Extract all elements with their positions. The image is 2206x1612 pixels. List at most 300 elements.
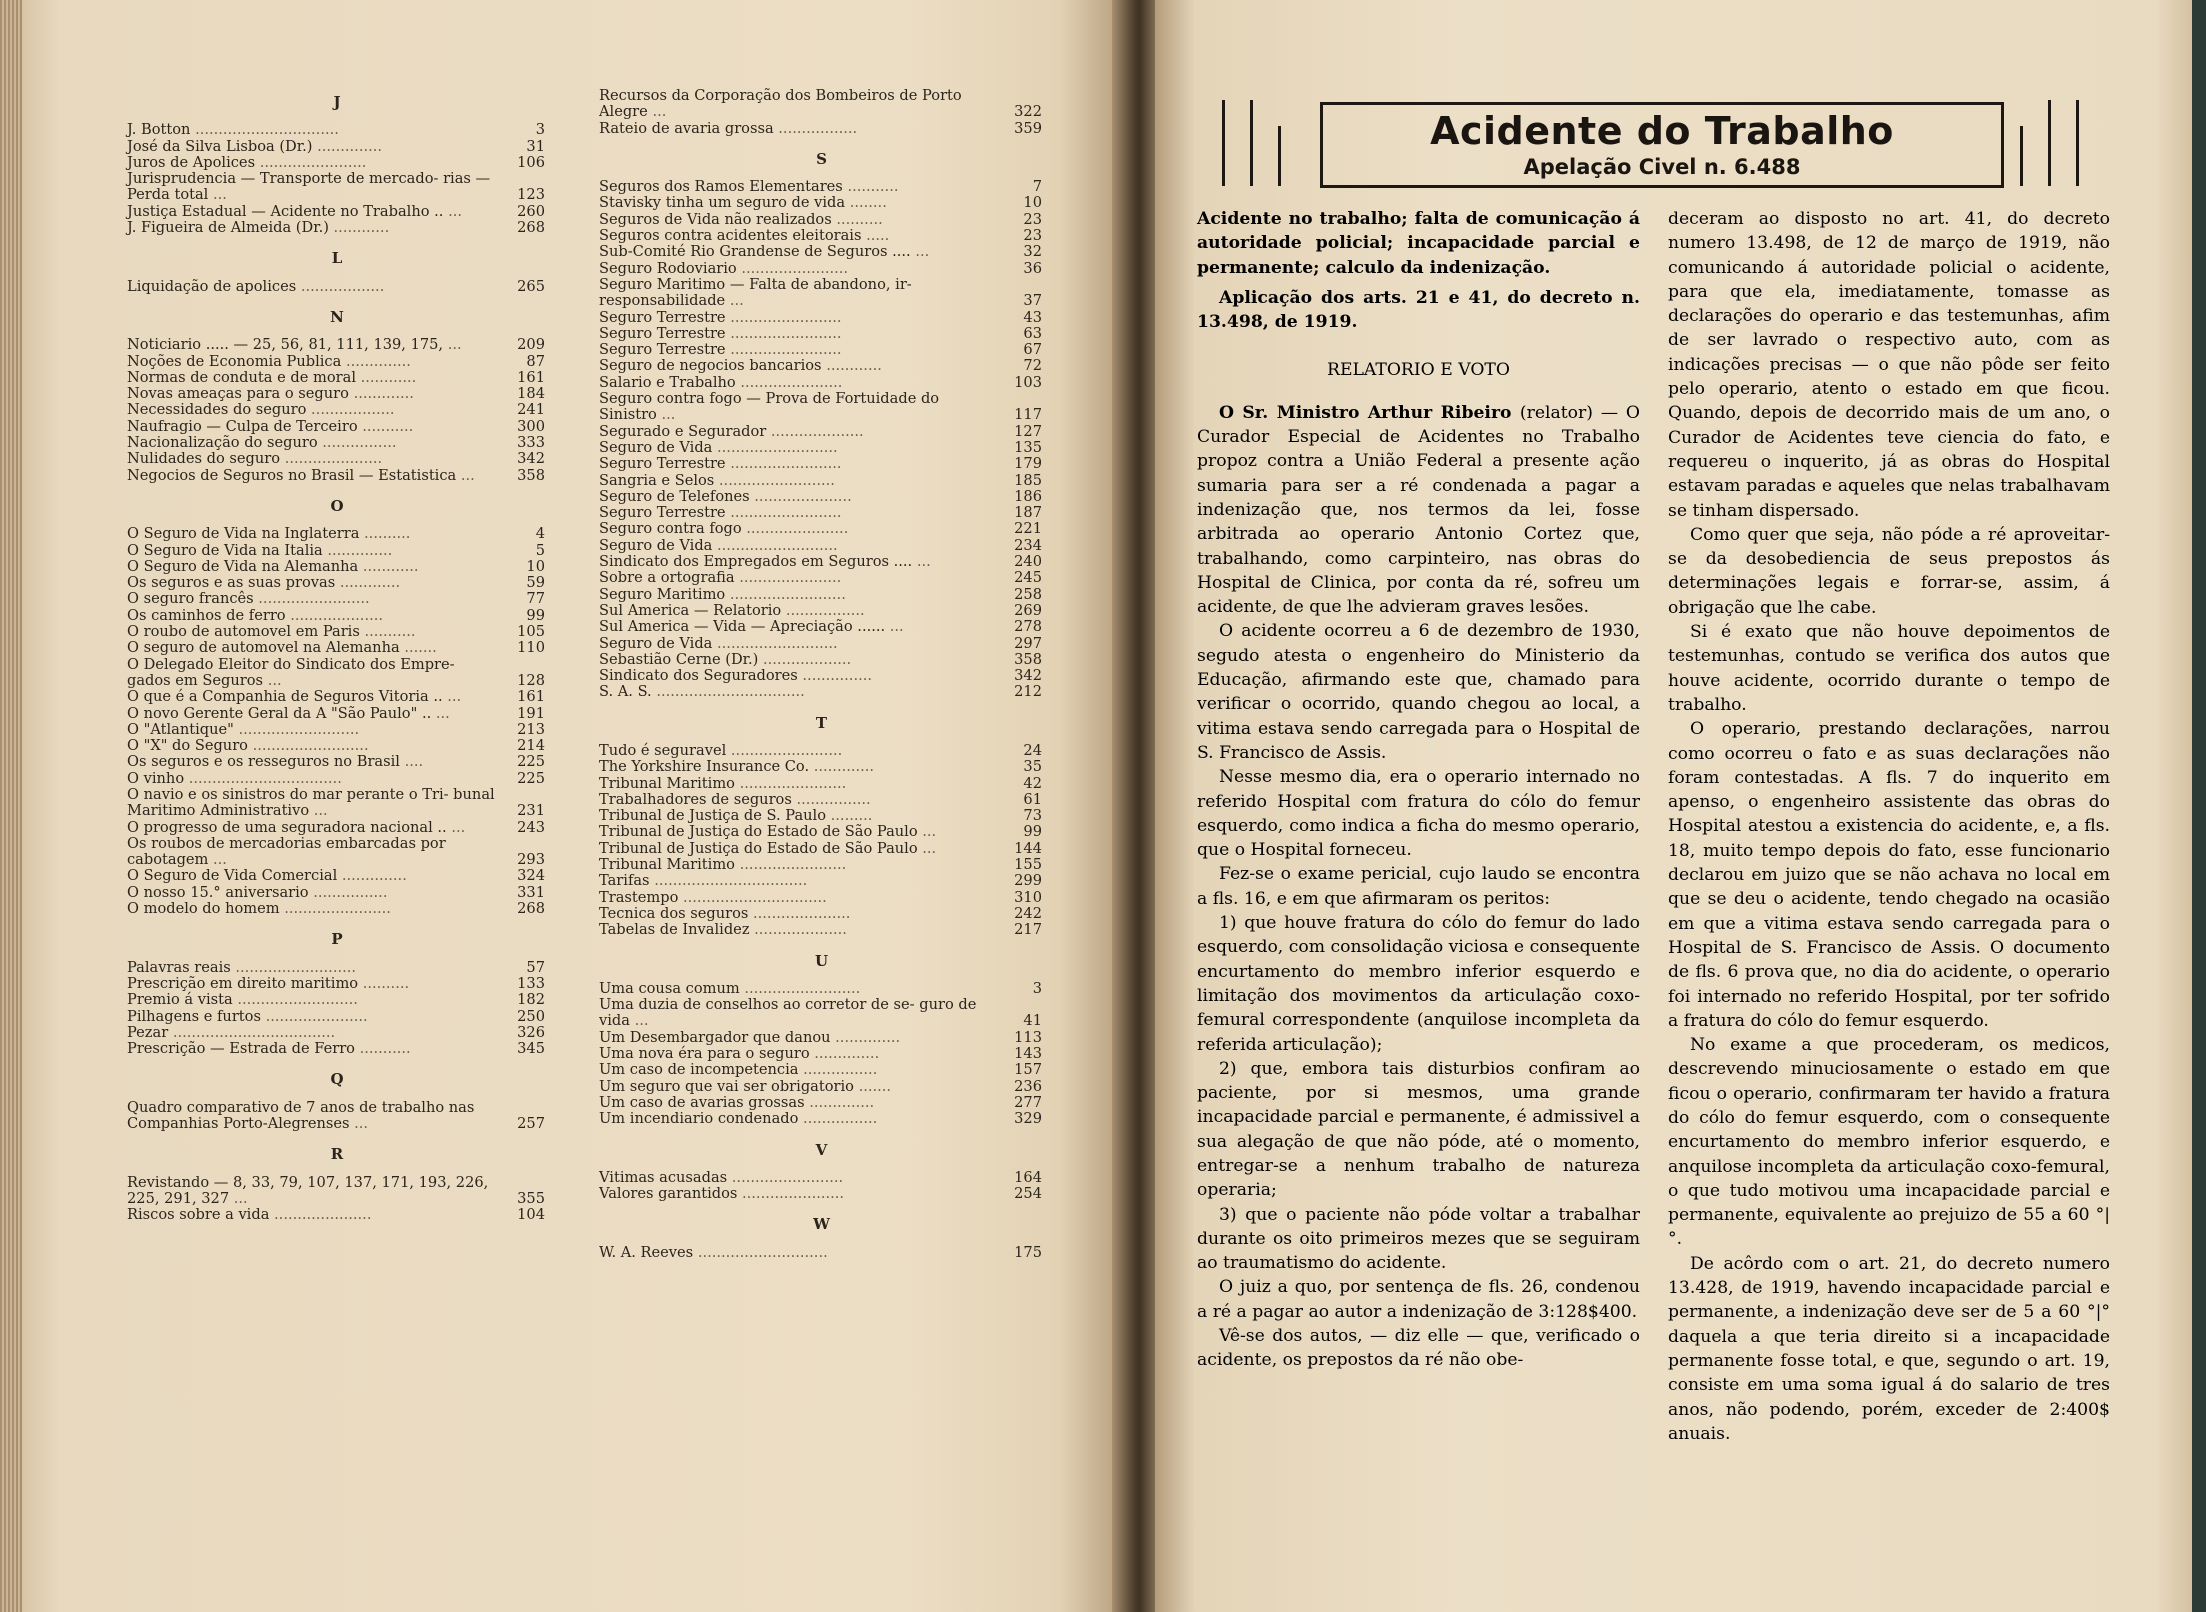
index-page-number: 300 xyxy=(517,417,545,435)
index-leader-dots: ........................ xyxy=(731,1168,844,1186)
index-leader-dots: ................ xyxy=(803,1061,878,1079)
index-leader-dots: ...................... xyxy=(739,569,842,587)
index-column-right xyxy=(599,88,1044,1261)
index-entry xyxy=(599,890,1044,906)
index-page-number: 331 xyxy=(517,883,545,901)
index-entry-title: Os seguros e as suas provas xyxy=(127,574,340,592)
index-leader-dots: ....................... xyxy=(739,856,847,874)
index-entry-title: Valores garantidos xyxy=(599,1185,743,1203)
article-header xyxy=(1222,100,2100,188)
index-entry-title: Stavisky tinha um seguro de vida xyxy=(599,194,850,212)
index-entry xyxy=(127,1041,547,1057)
index-leader-dots: .......................... xyxy=(238,720,360,738)
index-entry-title: Seguros dos Ramos Elementares xyxy=(599,178,848,196)
article-summary-law: Aplicação dos arts. 21 e 41, do decreto n. 13.498, de 1919. xyxy=(1197,287,1640,333)
index-entry-title: W. A. Reeves xyxy=(599,1243,698,1261)
index-leader-dots: ........................ xyxy=(730,341,842,359)
index-page-number: 324 xyxy=(517,867,545,885)
index-leader-dots: .............. xyxy=(341,867,407,885)
index-entry-title: Seguro Maritimo — Falta de abandono, ir- responsabilidade xyxy=(599,275,912,310)
article-paragraph: deceram ao disposto no art. 41, do decreto numero 13.498, de 12 de março de 1919, não comunicando á autoridade policial o acidente, para que ela, imediatamente, tomasse as declarações do operario e das testemunhas, afim de ser lavrado o respectivo auto, com as indicações precisas — o que não pôde ser feito pelo operario, atento o estado em que ficou. Quando, depois de decorrido mais de um ano, o Curador de Acidentes teve ciencia do fato, e requereu o inquerito, já as obras do Hospital estavam paradas e aqueles que nelas trabalhavam se tinham dispersado. xyxy=(1668,209,2110,521)
index-leader-dots: ............................... xyxy=(683,888,827,906)
index-entry xyxy=(599,1111,1044,1127)
index-page-number: 157 xyxy=(1014,1061,1042,1079)
index-entry xyxy=(599,179,1044,195)
index-entry-title: Necessidades do seguro xyxy=(127,401,312,419)
index-leader-dots: ......... xyxy=(830,807,873,825)
index-page-number: 43 xyxy=(1023,308,1042,326)
index-page-number: 326 xyxy=(517,1023,545,1041)
index-entry xyxy=(599,906,1044,922)
index-leader-dots: ...................... xyxy=(746,520,849,538)
index-leader-dots: .... xyxy=(404,753,424,771)
index-leader-dots: ... xyxy=(233,1189,248,1207)
index-entry xyxy=(127,1207,547,1223)
index-entry-title: Vitimas acusadas xyxy=(599,1168,732,1186)
index-page-number: 7 xyxy=(1032,178,1042,196)
index-entry xyxy=(599,489,1044,505)
index-entry xyxy=(599,922,1044,938)
index-entry-title: Pilhagens e furtos xyxy=(127,1007,266,1025)
index-page-number: 242 xyxy=(1014,904,1042,922)
index-entry xyxy=(127,657,547,690)
index-entry-title: Negocios de Seguros no Brasil — Estatistica xyxy=(127,466,461,484)
index-entry xyxy=(127,543,547,559)
index-page-number: 67 xyxy=(1023,341,1042,359)
index-leader-dots: .............. xyxy=(809,1093,875,1111)
index-page-number: 358 xyxy=(1014,650,1042,668)
index-entry-title: Tarifas xyxy=(599,872,655,890)
index-entry xyxy=(599,1079,1044,1095)
index-page-number: 3 xyxy=(535,121,545,139)
index-entry-title: Um caso de incompetencia xyxy=(599,1061,804,1079)
index-page-number: 234 xyxy=(1014,536,1042,554)
index-leader-dots: ... xyxy=(212,186,227,204)
index-entry-title: Tribunal de Justiça de S. Paulo xyxy=(599,807,831,825)
index-entry xyxy=(599,1095,1044,1111)
title-box xyxy=(1320,102,2004,188)
index-entry xyxy=(599,652,1044,668)
index-leader-dots: ............................... xyxy=(195,121,339,139)
index-entry-title: Tribunal Maritimo xyxy=(599,856,740,874)
index-page-number: 24 xyxy=(1023,741,1042,759)
index-entry xyxy=(599,326,1044,342)
index-letter-heading: N xyxy=(330,307,344,326)
index-entry-title: Sub-Comité Rio Grandense de Seguros .... xyxy=(599,243,916,261)
index-page-number: 265 xyxy=(517,277,545,295)
index-leader-dots: ............. xyxy=(339,574,401,592)
index-letter-heading: L xyxy=(331,249,343,268)
index-entry-title: Seguro contra fogo — Prova de Fortuidade do Sinistro xyxy=(599,390,940,424)
index-entry-title: Novas ameaças para o seguro xyxy=(127,385,354,403)
article-paragraph: Nesse mesmo dia, era o operario internado no referido Hospital com fratura do cólo do femur esquerdo, como indica a ficha do mesmo operario, que o Hospital forneceu. xyxy=(1197,767,1640,861)
index-leader-dots: ............ xyxy=(826,357,882,375)
index-entry-title: Uma cousa comum xyxy=(599,979,745,997)
index-entry xyxy=(599,375,1044,391)
article-paragraph: Como quer que seja, não póde a ré aproveitar-se da desobediencia de seus prepostos ás determinações legais e forrar-se, assim, á obrigação que lhe cabe. xyxy=(1668,524,2110,618)
article-subtitle: Apelação Civel n. 6.488 xyxy=(1523,155,1801,179)
index-page-number: 10 xyxy=(1023,194,1042,212)
index-entry-title: Quadro comparativo de 7 anos de trabalho nas Companhias Porto-Alegrenses xyxy=(127,1098,475,1133)
index-page-number: 23 xyxy=(1023,210,1042,228)
index-entry xyxy=(599,473,1044,489)
index-entry xyxy=(599,212,1044,228)
index-page-number: 243 xyxy=(517,818,545,836)
index-entry-title: Riscos sobre a vida xyxy=(127,1206,275,1224)
index-leader-dots: ... xyxy=(916,553,931,571)
index-entry-title: Trabalhadores de seguros xyxy=(599,790,797,808)
index-page-number: 37 xyxy=(1023,292,1042,310)
index-entry xyxy=(599,570,1044,586)
index-entry xyxy=(127,771,547,787)
index-page-number: 241 xyxy=(517,401,545,419)
index-entry-title: Tribunal de Justiça do Estado de São Paulo xyxy=(599,839,923,857)
index-entry-title: J. Botton xyxy=(127,121,196,139)
index-page-number: 257 xyxy=(517,1115,545,1133)
index-page-number: 358 xyxy=(517,466,545,484)
index-leader-dots: ... xyxy=(448,202,462,220)
article-paragraph: De acôrdo com o art. 21, do decreto numero 13.428, de 1919, havendo incapacidade parcial e permanente, a indenização deve ser de 5 a 60 °|° daquela a que teria direito si a incapacidade permanente fosse total, e que, segundo o art. 19, consiste em uma soma igual á do salario de tres anos, não podendo, porém, exceder de 2:400$ anuais. xyxy=(1668,1253,2110,1444)
article-column-2 xyxy=(1668,207,2110,1446)
index-leader-dots: ........... xyxy=(362,417,414,435)
index-entry xyxy=(127,435,547,451)
index-entry xyxy=(127,1009,547,1025)
index-entry xyxy=(599,244,1044,260)
index-entry-title: Sindicato dos Empregados em Seguros .... xyxy=(599,553,917,571)
index-entry-title: Trastempo xyxy=(599,888,684,906)
index-entry xyxy=(599,808,1044,824)
index-page-number: 72 xyxy=(1023,357,1042,375)
index-leader-dots: ... xyxy=(652,103,667,121)
index-entry-title: J. Figueira de Almeida (Dr.) xyxy=(127,219,334,237)
index-leader-dots: ....................... xyxy=(739,774,847,792)
index-letter-heading: O xyxy=(330,496,344,515)
index-page-number: 217 xyxy=(1014,921,1042,939)
header-rule xyxy=(1250,100,1253,186)
index-page-number: 179 xyxy=(1014,455,1042,473)
index-entry-title: José da Silva Lisboa (Dr.) xyxy=(127,137,318,155)
index-leader-dots: ................ xyxy=(322,434,397,452)
index-entry xyxy=(599,981,1044,997)
index-entry-title: Normas de conduta e de moral xyxy=(127,368,361,386)
index-entry-title: O Seguro de Vida na Alemanha xyxy=(127,557,363,575)
index-leader-dots: ............ xyxy=(333,219,390,237)
index-entry xyxy=(127,640,547,656)
index-letter-heading: P xyxy=(331,930,343,949)
index-entry xyxy=(599,195,1044,211)
index-entry xyxy=(599,456,1044,472)
index-page-number: 103 xyxy=(1014,373,1042,391)
index-page-number: 342 xyxy=(517,450,545,468)
index-page-number: 63 xyxy=(1023,324,1042,342)
index-entry xyxy=(127,468,547,484)
index-entry-title: Seguros de Vida não realizados xyxy=(599,210,837,228)
index-entry-title: O navio e os sinistros do mar perante o Tri- bunal Maritimo Administrativo xyxy=(127,785,495,820)
index-page-number: 268 xyxy=(517,219,545,237)
index-leader-dots: .......... xyxy=(836,210,883,228)
article-paragraph: Fez-se o exame pericial, cujo laudo se encontra a fls. 16, e em que afirmaram os peritos: xyxy=(1197,864,1640,909)
index-letter-heading: S xyxy=(816,149,827,168)
index-page-number: 225 xyxy=(517,753,545,771)
index-page-number: 5 xyxy=(535,541,545,559)
index-entry-title: Sindicato dos Seguradores xyxy=(599,667,803,685)
speaker-name: O Sr. Ministro Arthur Ribeiro xyxy=(1219,402,1520,423)
index-page-number: 240 xyxy=(1014,553,1042,571)
index-page-number: 128 xyxy=(517,671,545,689)
index-entry xyxy=(599,587,1044,603)
index-page-number: 277 xyxy=(1014,1093,1042,1111)
index-leader-dots: .......................... xyxy=(237,991,358,1009)
index-page-number: 236 xyxy=(1014,1077,1042,1095)
index-leader-dots: ............. xyxy=(353,385,414,403)
index-page-number: 135 xyxy=(1014,438,1042,456)
index-leader-dots: ... xyxy=(922,823,937,841)
index-leader-dots: ................ xyxy=(796,790,871,808)
index-leader-dots: ........... xyxy=(847,178,899,196)
index-entry xyxy=(127,451,547,467)
index-leader-dots: ......................... xyxy=(718,471,835,489)
article-paragraph: 2) que, embora tais disturbios confiram ao paciente, por si mesmos, uma grande incapacidade parcial e permanente, é admissivel a sua alegação de que não póde, até o momento, entregar-se a nenhum trabalho de natureza operaria; xyxy=(1197,1058,1640,1201)
index-leader-dots: ..................... xyxy=(284,450,383,468)
index-entry-title: Sangria e Selos xyxy=(599,471,719,489)
index-entry xyxy=(127,337,547,353)
index-page-number: 209 xyxy=(517,336,545,354)
article-paragraph: O juiz a quo, por sentença de fls. 26, condenou a ré a pagar ao autor a indenização de 3:128$400. xyxy=(1197,1277,1640,1322)
index-entry xyxy=(127,386,547,402)
index-leader-dots: .................. xyxy=(300,277,385,295)
index-page-number: 333 xyxy=(517,434,545,452)
index-leader-dots: .............. xyxy=(814,1045,880,1063)
index-leader-dots: ... xyxy=(889,618,904,636)
index-entry xyxy=(599,1245,1044,1261)
index-page-number: 99 xyxy=(526,606,545,624)
index-leader-dots: ........................ xyxy=(730,504,842,522)
index-page-number: 260 xyxy=(517,202,545,220)
index-entry-title: O seguro francês xyxy=(127,590,259,608)
index-entry-title: Sul America — Relatorio xyxy=(599,601,786,619)
article-paragraph: No exame a que procederam, os medicos, descrevendo minuciosamente o estado em que ficou o operario, confirmaram ter havido a fratura do cólo do femur esquerdo, com o consequente encurtamento do membro inferior esquerdo, e anquilose incompleta da articulação coxo-femural, o que tudo motivou uma incapacidade parcial e permanente, equivalente ao prejuizo de 55 a 60 °|°. xyxy=(1668,1035,2110,1250)
index-entry xyxy=(599,841,1044,857)
index-entry xyxy=(599,636,1044,652)
index-page-number: 225 xyxy=(517,769,545,787)
index-entry xyxy=(599,538,1044,554)
index-page-number: 293 xyxy=(517,851,545,869)
index-entry-title: Recursos da Corporação dos Bombeiros de Porto Alegre xyxy=(599,87,962,121)
index-entry xyxy=(127,575,547,591)
index-entry xyxy=(599,391,1044,424)
index-entry xyxy=(127,139,547,155)
index-entry-title: O nosso 15.° aniversario xyxy=(127,883,314,901)
index-page-number: 113 xyxy=(1014,1028,1042,1046)
index-leader-dots: ........................ xyxy=(730,324,842,342)
index-entry xyxy=(599,684,1044,700)
index-leader-dots: ... xyxy=(729,292,744,310)
index-entry-title: Seguro de Vida xyxy=(599,438,718,456)
index-leader-dots: ....................... xyxy=(284,900,391,918)
index-entry-title: Um Desembargador que danou xyxy=(599,1028,836,1046)
index-entry xyxy=(127,220,547,236)
index-entry xyxy=(127,624,547,640)
index-page-number: 4 xyxy=(535,525,545,543)
index-entry xyxy=(599,1186,1044,1202)
index-leader-dots: .......................... xyxy=(717,536,838,554)
index-entry xyxy=(127,820,547,836)
index-entry xyxy=(127,402,547,418)
index-leader-dots: ............ xyxy=(360,368,417,386)
index-page-number: 133 xyxy=(517,974,545,992)
index-page-number: 182 xyxy=(517,991,545,1009)
index-entry-title: O "X" do Seguro xyxy=(127,737,253,755)
index-page-number: 143 xyxy=(1014,1045,1042,1063)
index-entry xyxy=(127,1175,547,1208)
index-entry-title: Tribunal de Justiça do Estado de São Paulo xyxy=(599,823,923,841)
index-page-number: 164 xyxy=(1014,1168,1042,1186)
index-leader-dots: .......................... xyxy=(717,634,838,652)
index-entry xyxy=(127,608,547,624)
index-leader-dots: ......................... xyxy=(744,979,861,997)
index-entry-title: Seguro de Vida xyxy=(599,536,718,554)
index-leader-dots: ........................ xyxy=(730,741,843,759)
index-entry xyxy=(599,88,1044,121)
index-page-number: 32 xyxy=(1023,243,1042,261)
index-entry xyxy=(599,554,1044,570)
index-leader-dots: ... xyxy=(915,243,930,261)
index-leader-dots: ..................... xyxy=(274,1206,372,1224)
index-entry xyxy=(599,1170,1044,1186)
index-column-left xyxy=(127,80,547,1224)
index-page-number: 35 xyxy=(1023,758,1042,776)
index-entry xyxy=(599,1046,1044,1062)
index-entry xyxy=(599,792,1044,808)
index-page-number: 23 xyxy=(1023,227,1042,245)
index-page-number: 31 xyxy=(526,137,545,155)
header-rule xyxy=(1278,126,1281,186)
index-entry-title: S. A. S. xyxy=(599,683,657,701)
index-page-number: 342 xyxy=(1014,667,1042,685)
index-entry xyxy=(599,776,1044,792)
index-entry xyxy=(127,706,547,722)
page-edges xyxy=(0,0,22,1612)
index-entry xyxy=(127,722,547,738)
index-letter-heading: Q xyxy=(330,1070,344,1089)
index-leader-dots: .......... xyxy=(364,525,411,543)
index-page-number: 213 xyxy=(517,720,545,738)
index-leader-dots: ................................... xyxy=(172,1023,336,1041)
index-page-number: 345 xyxy=(517,1040,545,1058)
index-leader-dots: ........................ xyxy=(730,308,842,326)
index-leader-dots: .............. xyxy=(835,1028,901,1046)
index-entry-title: Revistando — 8, 33, 79, 107, 137, 171, 193, 226, 225, 291, 327 xyxy=(127,1173,489,1207)
index-entry xyxy=(599,603,1044,619)
index-entry xyxy=(599,277,1044,310)
index-leader-dots: ............................ xyxy=(697,1243,828,1261)
index-entry-title: Tribunal Maritimo xyxy=(599,774,740,792)
index-entry xyxy=(127,155,547,171)
index-leader-dots: .............. xyxy=(327,541,393,559)
index-page-number: 87 xyxy=(526,352,545,370)
index-letter-heading: U xyxy=(814,951,829,970)
index-entry-title: Segurado e Segurador xyxy=(599,422,771,440)
index-entry xyxy=(127,960,547,976)
index-leader-dots: ....... xyxy=(858,1077,892,1095)
index-entry xyxy=(127,370,547,386)
index-leader-dots: .......................... xyxy=(717,438,838,456)
index-entry xyxy=(599,424,1044,440)
index-leader-dots: ......................... xyxy=(729,585,846,603)
index-leader-dots: ................ xyxy=(313,883,388,901)
index-entry-title: O Delegado Eleitor do Sindicato dos Empre- gados em Seguros xyxy=(127,655,455,689)
index-entry-title: Justiça Estadual — Acidente no Trabalho .. xyxy=(127,202,449,220)
index-entry-title: Os caminhos de ferro xyxy=(127,606,291,624)
index-page-number: 191 xyxy=(517,704,545,722)
index-page-number: 310 xyxy=(1014,888,1042,906)
index-entry-title: Os roubos de mercadorias embarcadas por cabotagem xyxy=(127,834,446,869)
index-leader-dots: .................... xyxy=(754,921,847,939)
index-entry xyxy=(127,885,547,901)
index-entry xyxy=(127,1025,547,1041)
index-entry-title: Rateio de avaria grossa xyxy=(599,119,779,137)
index-leader-dots: ................................. xyxy=(654,872,808,890)
index-leader-dots: ... xyxy=(435,704,450,722)
index-leader-dots: ... xyxy=(634,1012,649,1030)
article-paragraph: O Sr. Ministro Arthur Ribeiro (relator) — O Curador Especial de Acidentes no Trabalho propoz contra a União Federal a presente ação sumaria para ser a ré condenada a pagar a indenização que, nos termos da lei, fosse arbitrada ao operario Antonio Cortez que, trabalhando, como carpinteiro, nas obras do Hospital de Clinica, por conta da ré, sofreu um acidente, de que lhe advieram graves lesões. xyxy=(1197,402,1641,618)
index-leader-dots: ... xyxy=(661,406,676,424)
index-page-number: 36 xyxy=(1023,259,1042,277)
index-entry xyxy=(599,440,1044,456)
index-leader-dots: ................................ xyxy=(656,683,805,701)
index-page-number: 258 xyxy=(1014,585,1042,603)
index-entry-title: Premio á vista xyxy=(127,991,238,1009)
index-page-number: 299 xyxy=(1014,872,1042,890)
index-entry-title: Seguro Rodoviario xyxy=(599,259,742,277)
index-page-number: 110 xyxy=(517,639,545,657)
index-entry-title: O Seguro de Vida na Inglaterra xyxy=(127,525,365,543)
index-page-number: 245 xyxy=(1014,569,1042,587)
index-entry-title: Naufragio — Culpa de Terceiro xyxy=(127,417,363,435)
index-leader-dots: ... xyxy=(460,466,475,484)
index-entry-title: The Yorkshire Insurance Co. xyxy=(599,758,814,776)
index-leader-dots: ................ xyxy=(803,1110,878,1128)
index-entry xyxy=(599,1030,1044,1046)
index-page-number: 184 xyxy=(517,385,545,403)
index-letter-heading: R xyxy=(330,1145,344,1164)
index-entry-title: O Seguro de Vida na Italia xyxy=(127,541,328,559)
index-entry xyxy=(599,857,1044,873)
index-entry-title: O modelo do homem xyxy=(127,900,285,918)
index-page-number: 77 xyxy=(526,590,545,608)
index-entry-title: Seguro Terrestre xyxy=(599,341,731,359)
index-page-number: 212 xyxy=(1014,683,1042,701)
index-entry xyxy=(599,261,1044,277)
index-leader-dots: ...................... xyxy=(265,1007,368,1025)
index-leader-dots: ........................ xyxy=(730,455,842,473)
index-page-number: 10 xyxy=(526,557,545,575)
index-entry xyxy=(127,171,547,204)
index-leader-dots: ........................ xyxy=(258,590,370,608)
index-leader-dots: ....................... xyxy=(259,153,367,171)
article-column-1 xyxy=(1197,207,1640,1373)
index-entry-title: O seguro de automovel na Alemanha xyxy=(127,639,405,657)
index-page-number: 185 xyxy=(1014,471,1042,489)
index-page-number: 104 xyxy=(517,1206,545,1224)
index-leader-dots: ... xyxy=(447,688,462,706)
index-entry-title: O novo Gerente Geral da A "São Paulo" .. xyxy=(127,704,436,722)
index-leader-dots: ..................... xyxy=(753,904,851,922)
index-entry-title: O progresso de uma seguradora nacional .. xyxy=(127,818,452,836)
index-entry-title: Juros de Apolices xyxy=(127,153,260,171)
index-page-number: 127 xyxy=(1014,422,1042,440)
index-page-number: 161 xyxy=(517,688,545,706)
